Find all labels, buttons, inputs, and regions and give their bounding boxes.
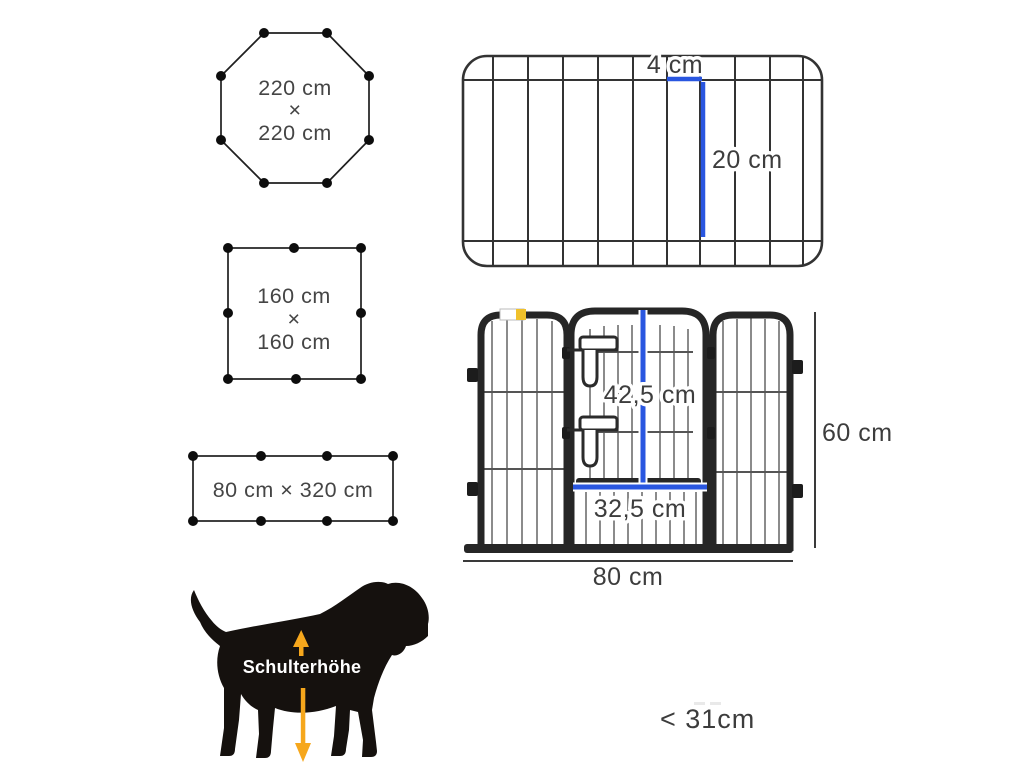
- bar-length-label: 20 cm: [712, 146, 783, 174]
- square-config-diagram: [190, 235, 390, 395]
- square-size-line1: 160 cm: [257, 284, 331, 308]
- panel-height-label: 60 cm: [822, 419, 893, 447]
- side-connector-tabs: [467, 347, 803, 498]
- octagon-size-line1: 220 cm: [258, 76, 332, 100]
- panel-bottom-rail: [464, 544, 793, 553]
- left-panel-bars: [484, 318, 564, 545]
- bar-spacing-label: 4 cm: [646, 51, 704, 79]
- door-latch-upper: [567, 337, 618, 386]
- dog-shoulder-height-figure: [178, 570, 438, 766]
- square-size-line2: 160 cm: [257, 330, 331, 354]
- octagon-size-line2: 220 cm: [258, 121, 332, 145]
- panel-front-view: [450, 295, 900, 595]
- left-panel-frame: [481, 315, 567, 551]
- panel-width-label: 80 cm: [592, 563, 664, 591]
- panel-top-view: [450, 25, 845, 280]
- door-width-label: 32,5 cm: [593, 495, 687, 523]
- max-dog-height-note: < 31cm: [660, 704, 756, 734]
- rectangle-size-label: 80 cm × 320 cm: [212, 478, 374, 502]
- octagon-size-times: ×: [288, 98, 302, 122]
- right-panel-bars: [716, 318, 787, 545]
- square-size-times: ×: [287, 307, 301, 331]
- rectangle-config-diagram: [170, 440, 410, 540]
- door-height-label: 42,5 cm: [603, 381, 697, 409]
- bar-spacing-measure-line: [667, 79, 703, 237]
- shoulder-height-label: Schulterhöhe: [242, 657, 362, 677]
- door-latch-lower: [567, 417, 618, 466]
- brand-tag: [500, 309, 526, 320]
- octagon-config-diagram: [180, 10, 420, 210]
